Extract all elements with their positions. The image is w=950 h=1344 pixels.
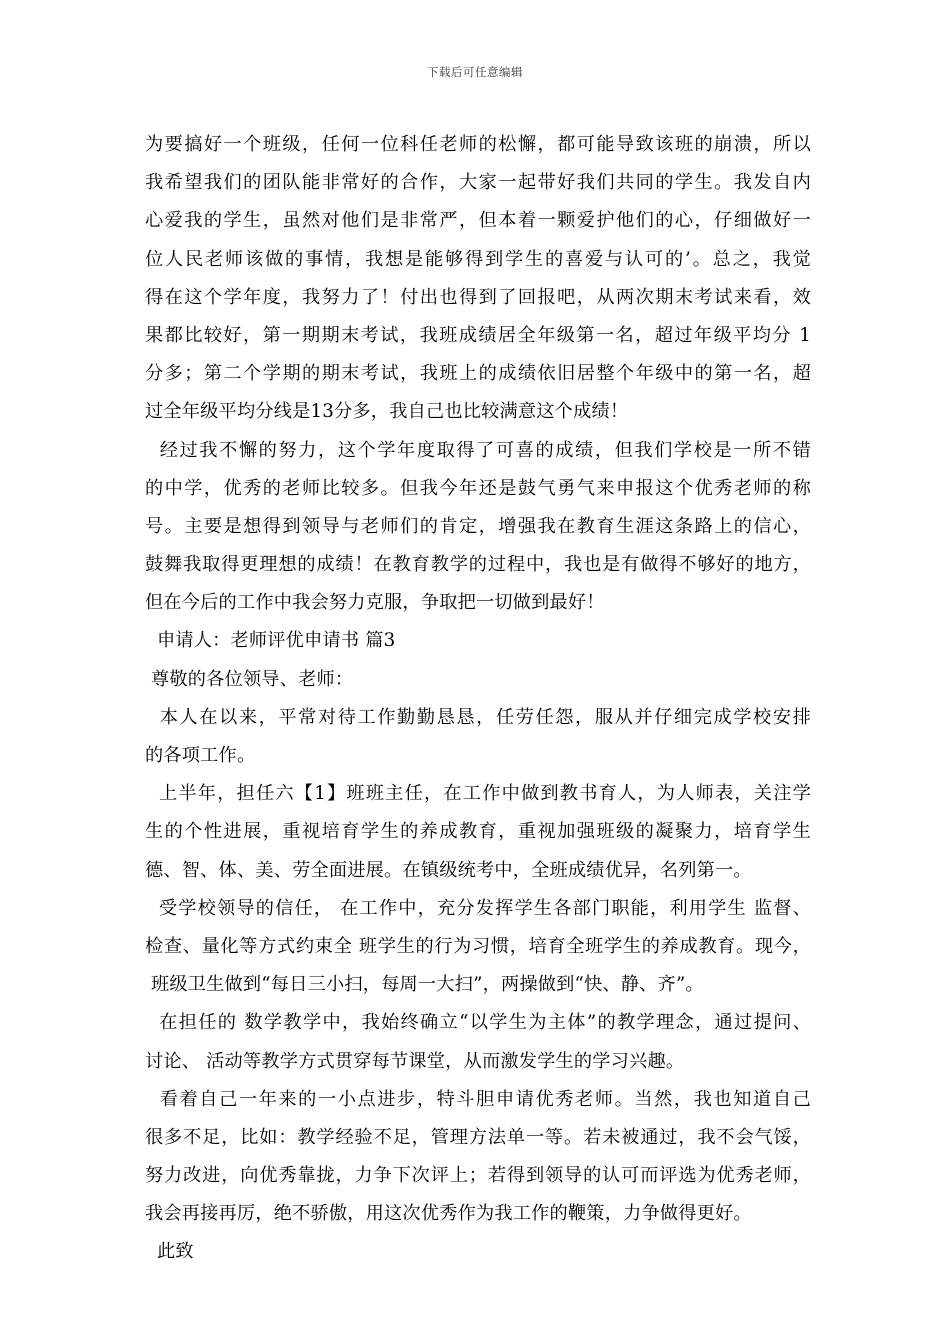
- text-line: 申请人：老师评优申请书 篇3: [145, 630, 396, 652]
- text-line: 我希望我们的团队能非常好的合作，大家一起带好我们共同的学生。我发自内: [145, 172, 811, 194]
- text-line: 班级卫生做到“每日三小扫，每周一大扫”，两操做到“快、静、齐”。: [145, 974, 704, 996]
- text-line: 在担任的 数学教学中，我始终确立“以学生为主体”的教学理念，通过提问、: [145, 1012, 811, 1034]
- text-line: 努力改进，向优秀靠拢，力争下次评上；若得到领导的认可而评选为优秀老师，: [145, 1165, 811, 1187]
- text-line: 我会再接再厉，绝不骄傲，用这次优秀作为我工作的鞭策，力争做得更好。: [145, 1203, 752, 1225]
- page-header: 下载后可任意编辑: [427, 65, 523, 79]
- text-line: 心爱我的学生，虽然对他们是非常严，但本着一颗爱护他们的心，仔细做好一: [145, 210, 811, 232]
- text-line: 本人在以来，平常对待工作勤勤恳恳，任劳任怨，服从并仔细完成学校安排: [145, 706, 811, 728]
- text-line: 很多不足，比如：教学经验不足，管理方法单一等。若未被通过，我不会气馁，: [145, 1126, 811, 1148]
- text-line: 位人民老师该做的事情，我想是能够得到学生的喜爱与认可的’。总之，我觉: [145, 248, 811, 270]
- text-line: 果都比较好，第一期期末考试，我班成绩居全年级第一名，超过年级平均分 1: [145, 324, 811, 346]
- text-line: 的中学，优秀的老师比较多。但我今年还是鼓气勇气来申报这个优秀老师的称: [145, 477, 811, 499]
- text-line: 检查、量化等方式约束全 班学生的行为习惯，培育全班学生的养成教育。现今，: [145, 935, 811, 957]
- text-line: 但在今后的工作中我会努力克服，争取把一切做到最好！: [145, 592, 605, 614]
- text-line: 过全年级平均分线是13分多，我自己也比较满意这个成绩！: [145, 401, 629, 423]
- text-line: 德、智、体、美、劳全面进展。在镇级统考中，全班成绩优异，名列第一。: [145, 859, 752, 881]
- text-line: 看着自己一年来的一小点进步，特斗胆申请优秀老师。当然，我也知道自己: [145, 1088, 811, 1110]
- document-body: [145, 126, 811, 1272]
- text-line: 此致: [145, 1241, 194, 1263]
- text-line: 号。主要是想得到领导与老师们的肯定，增强我在教育生涯这条路上的信心，: [145, 515, 811, 537]
- text-line: 上半年，担任六【1】班班主任，在工作中做到教书育人，为人师表，关注学: [145, 783, 811, 805]
- text-line: 得在这个学年度，我努力了！付出也得到了回报吧，从两次期末考试来看，效: [145, 286, 811, 308]
- text-line: 讨论、 活动等教学方式贯穿每节课堂，从而激发学生的学习兴趣。: [145, 1050, 685, 1072]
- text-line: 鼓舞我取得更理想的成绩！在教育教学的过程中，我也是有做得不够好的地方，: [145, 554, 811, 576]
- text-line: 经过我不懈的努力，这个学年度取得了可喜的成绩，但我们学校是一所不错: [145, 439, 811, 461]
- text-line: 分多；第二个学期的期末考试，我班上的成绩依旧居整个年级中的第一名，超: [145, 363, 811, 385]
- text-line: 受学校领导的信任， 在工作中，充分发挥学生各部门职能，利用学生 监督、: [145, 897, 811, 919]
- text-line: 的各项工作。: [145, 745, 256, 766]
- text-line: 尊敬的各位领导、老师：: [145, 668, 354, 690]
- text-line: 生的个性进展，重视培育学生的养成教育，重视加强班级的凝聚力，培育学生: [145, 821, 811, 843]
- text-line: 为要搞好一个班级，任何一位科任老师的松懈，都可能导致该班的崩溃，所以: [145, 134, 811, 155]
